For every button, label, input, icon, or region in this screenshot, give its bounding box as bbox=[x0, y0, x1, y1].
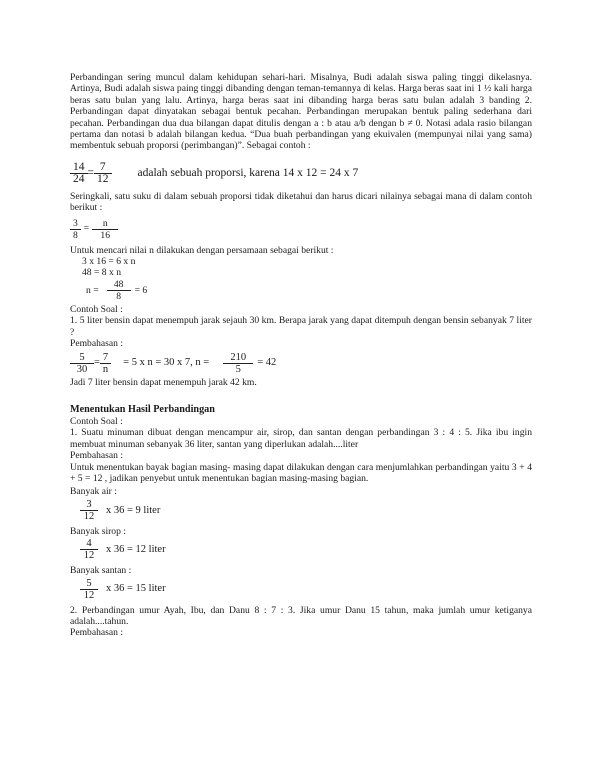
denominator: 24 bbox=[73, 172, 85, 185]
numerator: 210 bbox=[230, 351, 247, 363]
sirop-calculation bbox=[70, 538, 532, 561]
unknown-term-paragraph: Seringkali, satu suku di dalam sebuah proporsi tidak diketahui dan harus dicari nilainya sebagai mana di dalam contoh berikut : bbox=[70, 190, 532, 214]
document-page bbox=[70, 72, 532, 639]
fraction-48-8 bbox=[107, 279, 131, 302]
pembahasan-label: Pembahasan : bbox=[70, 338, 124, 350]
santan-calculation bbox=[70, 578, 532, 601]
example-solution bbox=[70, 352, 532, 375]
example-label: Contoh Soal : bbox=[70, 303, 123, 315]
fraction-5-12 bbox=[80, 578, 98, 601]
section-heading: Menentukan Hasil Perbandingan bbox=[70, 403, 215, 415]
step-1: 3 x 16 = 6 x n bbox=[82, 256, 136, 268]
equals-sign: = bbox=[87, 166, 94, 179]
equals-sign: = bbox=[83, 223, 90, 235]
proportion-unknown bbox=[70, 218, 532, 241]
pembahasan-label-2: Pembahasan : bbox=[70, 627, 124, 639]
denominator: 5 bbox=[235, 363, 241, 375]
example-question: 1. 5 liter bensin dapat menempuh jarak sejauh 30 km. Berapa jarak yang dapat ditempuh dengan bensin sebanyak 7 liter ? bbox=[70, 315, 532, 338]
n-equals: n = bbox=[86, 284, 99, 296]
numerator: 48 bbox=[113, 278, 124, 290]
proportion-explanation: adalah sebuah proporsi, karena 14 x 12 = 24 x 7 bbox=[137, 166, 359, 179]
step-3 bbox=[70, 279, 532, 302]
fraction-210-5 bbox=[223, 352, 253, 375]
air-calculation bbox=[70, 499, 532, 522]
numerator: 14 bbox=[73, 160, 85, 173]
result: = 42 bbox=[257, 357, 277, 369]
numerator: n bbox=[102, 217, 108, 229]
explanation: Untuk menentukan bayak bagian masing- masing dapat dilakukan dengan cara menjumlahkan perbandingan yaitu 3 + 4 + 5 = 12 , jadikan penyebut untuk menentukan bagian masing-masing bagian. bbox=[70, 461, 532, 484]
air-label: Banyak air : bbox=[70, 486, 117, 498]
question-1: 1. Suatu minuman dibuat dengan mencampur air, sirop, dan santan dengan perbandingan 3 : 4 : 5. Jika ibu ingin membuat minuman sebanyak 36 liter, santan yang diperlukan adalah....liter bbox=[70, 427, 532, 450]
numerator: 7 bbox=[102, 351, 109, 363]
proportion-example bbox=[70, 162, 532, 185]
numerator: 3 bbox=[86, 498, 92, 510]
fraction-4-12 bbox=[80, 538, 98, 561]
fraction-7-12 bbox=[94, 162, 112, 185]
question-2: 2. Perbandingan umur Ayah, Ibu, dan Danu 8 : 7 : 3. Jika umur Danu 15 tahun, maka jumlah umur ketiganya adalah....tahun. bbox=[70, 604, 532, 627]
solution-middle: = 5 x n = 30 x 7, n = bbox=[123, 357, 210, 369]
denominator: 12 bbox=[83, 589, 95, 601]
pembahasan-label: Pembahasan : bbox=[70, 450, 124, 462]
intro-paragraph: Perbandingan sering muncul dalam kehidupan sehari-hari. Misalnya, Budi adalah siswa paling tinggi dikelasnya. Artinya, Budi adalah siswa paing tinggi dibanding dengan teman-temannya di kelas. Harga beras saat ini 1 ½ kali harga beras satu bulan yang lalu. Artinya, harga beras saat ini dibanding harga beras satu bulan adalah 3 banding 2. Perbandingan dapat dinyatakan sebagai bentuk pecahan. Perbandingan merupakan bentuk paling sederhana dari pecahan. Perbandingan dua dua bilangan dapat ditulis dengan a : b atau a/b dengan b ≠ 0. Notasi adala rasio bilangan pertama dan notasi b adalah bilangan kedua. “Dua buah perbandingan yang ekuivalen (mempunyai nilai yang sama) membentuk sebuah proporsi (perimbangan)”. Sebagai contoh : bbox=[70, 72, 532, 152]
denominator: n bbox=[102, 363, 109, 375]
air-result: x 36 = 9 liter bbox=[106, 504, 161, 516]
denominator: 30 bbox=[76, 363, 88, 375]
fraction-7-n bbox=[100, 352, 111, 375]
numerator: 5 bbox=[79, 351, 85, 363]
fraction-5-30 bbox=[70, 352, 94, 375]
fraction-3-8 bbox=[70, 218, 81, 241]
santan-result: x 36 = 15 liter bbox=[106, 583, 166, 595]
numerator: 3 bbox=[73, 217, 78, 229]
numerator: 7 bbox=[99, 160, 106, 173]
fraction-n-16 bbox=[92, 218, 118, 241]
step-2: 48 = 8 x n bbox=[82, 267, 121, 279]
fraction-14-24 bbox=[70, 162, 88, 185]
denominator: 12 bbox=[83, 510, 95, 522]
denominator: 8 bbox=[73, 229, 78, 241]
method-paragraph: Untuk mencari nilai n dilakukan dengan persamaan sebagai berikut : bbox=[70, 244, 334, 256]
section-example-label: Contoh Soal : bbox=[70, 415, 123, 427]
sirop-result: x 36 = 12 liter bbox=[106, 543, 166, 555]
denominator: 8 bbox=[116, 290, 121, 302]
santan-label: Banyak santan : bbox=[70, 565, 132, 577]
equals-sign: = bbox=[94, 357, 100, 369]
numerator: 5 bbox=[86, 577, 92, 589]
result: = 6 bbox=[134, 284, 148, 296]
sirop-label: Banyak sirop : bbox=[70, 525, 126, 537]
example-answer: Jadi 7 liter bensin dapat menempuh jarak 42 km. bbox=[70, 376, 257, 388]
denominator: 12 bbox=[83, 550, 95, 562]
denominator: 12 bbox=[97, 172, 109, 185]
fraction-3-12 bbox=[80, 499, 98, 522]
denominator: 16 bbox=[100, 229, 111, 241]
numerator: 4 bbox=[86, 538, 92, 550]
